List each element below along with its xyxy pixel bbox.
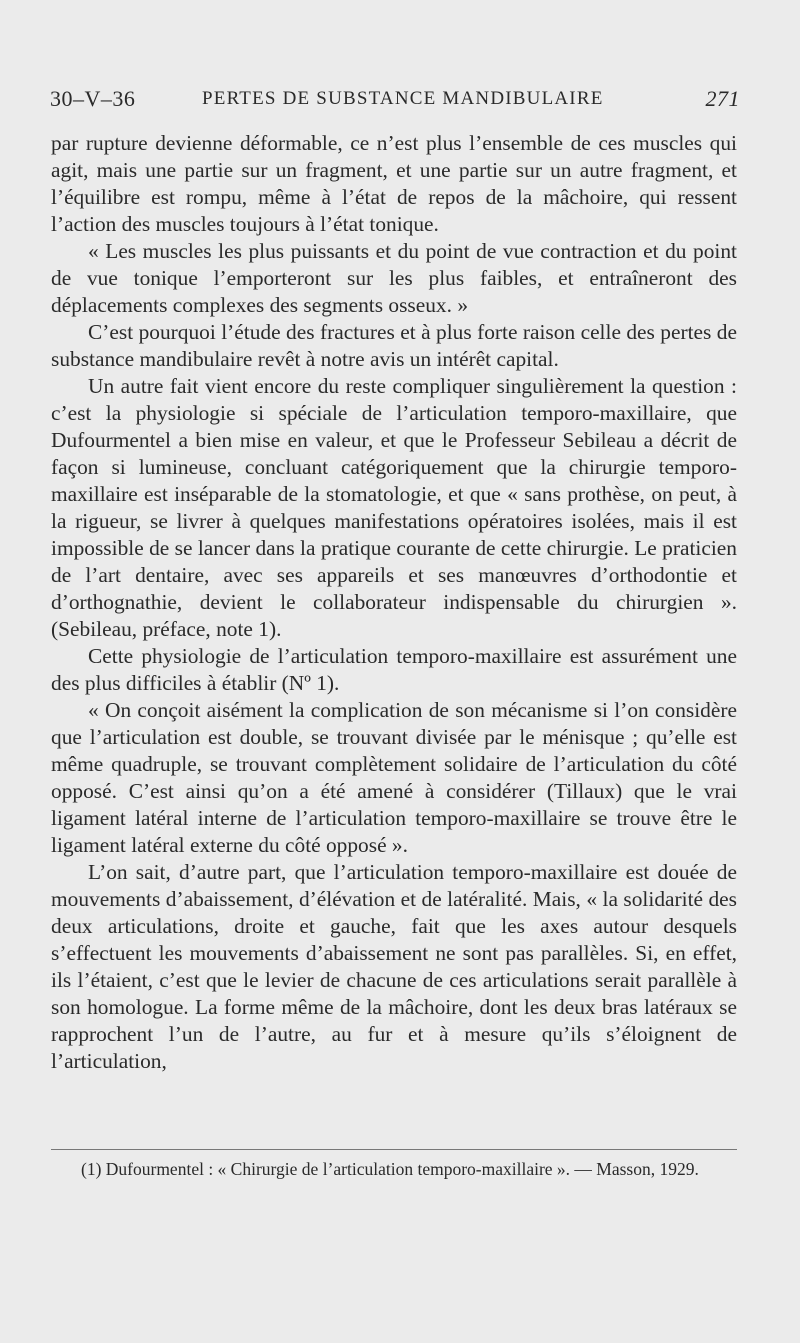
page-number: 271 <box>705 86 740 111</box>
header-date: 30–V–36 <box>50 86 136 111</box>
body-text <box>51 130 737 1075</box>
paragraph-movements: L’on sait, d’autre part, que l’articulation temporo-maxillaire est douée de mouvements d’abaissement, d’élévation et de latéralité. Mais, « la solidarité des deux articulations, droite et gauche, fait que les axes autour desquels s’effectuent les mouvements d’abaissement ne sont pas parallèles. Si, en effet, ils l’étaient, c’est que le levier de chacune de ces articulations serait parallèle à son homologue. La forme même de la mâchoire, dont les deux bras latéraux se rapprochent l’un de l’autre, au fur et à mesure qu’ils s’éloignent de l’articulation, <box>51 860 737 1073</box>
footnote-divider <box>51 1149 737 1150</box>
paragraph-quote-mechanism: « On conçoit aisément la complication de son mécanisme si l’on considère que l’articulation est double, se trouvant divisée par le ménisque ; qu’elle est même quadruple, se trouvant complètement solidaire de l’articulation du côté opposé. C’est ainsi qu’on a été amené à considérer (Tillaux) que le vrai ligament latéral interne de l’articulation temporo-maxillaire se trouve être le ligament latéral externe du côté opposé ». <box>51 698 737 857</box>
paragraph-continuation: par rupture devienne déformable, ce n’est plus l’ensemble de ces muscles qui agit, mais une partie sur un fragment, et une partie sur un autre fragment, et l’équilibre est rompu, même à l’état de repos de la mâchoire, qui ressent l’action des muscles toujours à l’état tonique. <box>51 131 737 236</box>
paragraph-difficulty: Cette physiologie de l’articulation temporo-maxillaire est assurément une des plus difficiles à établir (Nº 1). <box>51 644 737 695</box>
footnote <box>51 1158 737 1180</box>
paragraph-physiology: Un autre fait vient encore du reste compliquer singulièrement la question : c’est la physiologie si spéciale de l’articulation temporo-maxillaire, que Dufourmentel a bien mise en valeur, et que le Professeur Sebileau a décrit de façon si lumineuse, concluant catégoriquement que la chirurgie temporo-maxillaire est inséparable de la stomatologie, et que « sans prothèse, on peut, à la rigueur, se livrer à quelques manifestations opératoires isolées, mais il est impossible de se lancer dans la pratique courante de cette chirurgie. Le praticien de l’art dentaire, avec ses appareils et ses manœuvres d’orthodontie et d’orthognathie, devient le collaborateur indispensable du chirurgien ». (Sebileau, préface, note 1). <box>51 374 737 641</box>
paragraph-fractures: C’est pourquoi l’étude des fractures et à plus forte raison celle des pertes de substance mandibulaire revêt à notre avis un intérêt capital. <box>51 320 737 371</box>
paragraph-quote-muscles: « Les muscles les plus puissants et du point de vue contraction et du point de vue tonique l’emporteront sur les plus faibles, et entraîneront des déplacements complexes des segments osseux. » <box>51 239 737 317</box>
footnote-text: (1) Dufourmentel : « Chirurgie de l’articulation temporo-maxillaire ». — Masson, 1929. <box>81 1159 699 1179</box>
header-title: PERTES DE SUBSTANCE MANDIBULAIRE <box>202 88 604 109</box>
running-header <box>50 86 740 116</box>
